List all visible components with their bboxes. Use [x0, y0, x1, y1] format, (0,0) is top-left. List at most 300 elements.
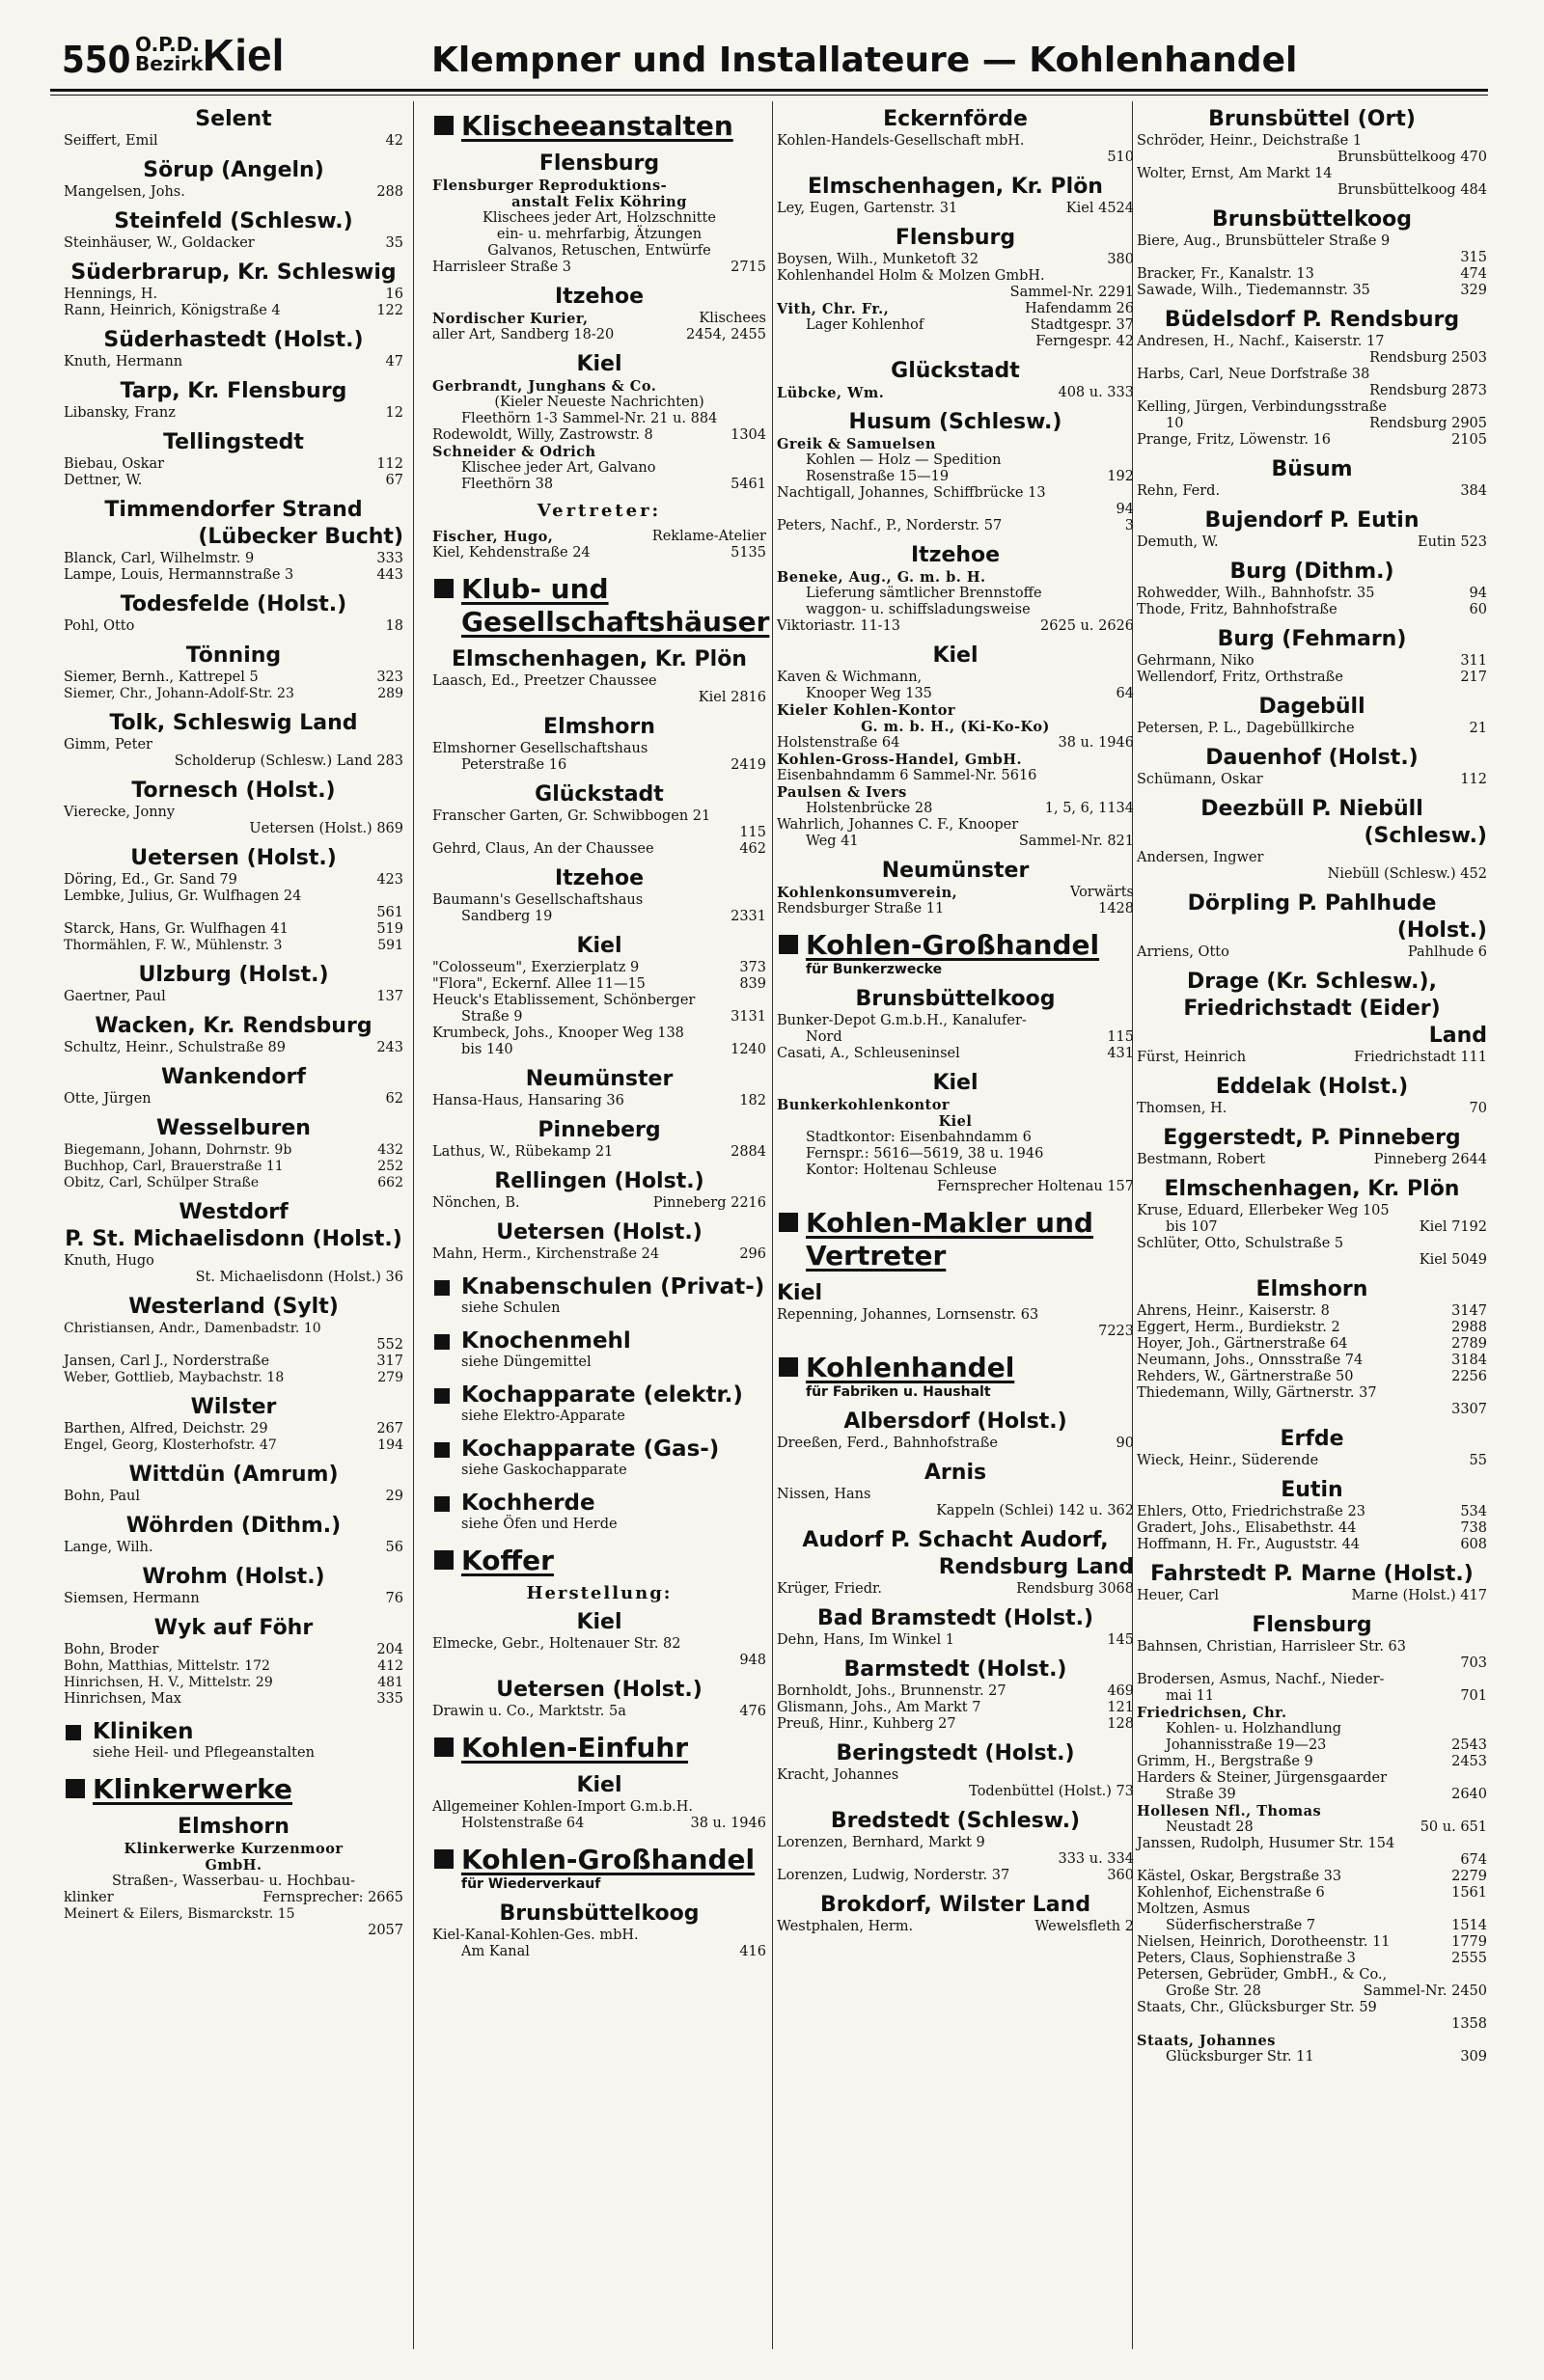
list-item-detail: (Kieler Neueste Nachrichten): [494, 395, 704, 410]
list-item: Kiel-Kanal-Kohlen-Ges. mbH.: [432, 1928, 639, 1943]
place-heading: Elmshorn: [543, 715, 655, 739]
firm-name: Friedrichsen, Chr.: [1137, 1705, 1287, 1721]
list-item: Thode, Fritz, Bahnhofstraße 60: [1137, 602, 1487, 617]
list-item: Lorenzen, Ludwig, Norderstr. 37 360: [777, 1868, 1134, 1883]
list-item: Andresen, H., Nachf., Kaiserstr. 17: [1137, 334, 1385, 349]
see-reference: siehe Düngemittel: [461, 1354, 592, 1370]
list-item-detail: Kohlen- u. Holzhandlung: [1166, 1721, 1341, 1737]
firm-name: Beneke, Aug., G. m. b. H.: [777, 569, 986, 586]
place-heading: Dauenhof (Holst.): [1205, 746, 1419, 770]
list-item: Kiel, Kehdenstraße 24 5135: [432, 545, 766, 561]
list-item-detail: Kontor: Holtenau Schleuse: [806, 1163, 997, 1178]
list-item: Lübcke, Wm. 408 u. 333: [777, 385, 1134, 401]
bullet-square-icon: [434, 1388, 450, 1404]
list-item: Fleethörn 38 5461: [461, 477, 766, 492]
place-heading: Kiel: [576, 1773, 622, 1797]
list-item: Nielsen, Heinrich, Dorotheenstr. 11 1779: [1137, 1934, 1487, 1950]
column-3: [777, 98, 1134, 1935]
place-heading: Dagebüll: [1258, 695, 1365, 719]
place-heading: Kiel: [932, 643, 979, 668]
list-item: Süderfischerstraße 7 1514: [1166, 1918, 1487, 1933]
list-item-detail: Rendsburg 2503: [1369, 350, 1487, 366]
firm-name: Kieler Kohlen-Kontor: [777, 702, 956, 719]
list-item: Heuck's Etablissement, Schönberger: [432, 993, 696, 1008]
list-item: Glücksburger Str. 11 309: [1166, 2049, 1487, 2065]
place-heading: Barmstedt (Holst.): [843, 1657, 1067, 1682]
list-item: Casati, A., Schleuseninsel 431: [777, 1046, 1134, 1061]
subheading: für Bunkerzwecke: [806, 962, 943, 977]
section-heading-klischee: Klischeeanstalten: [432, 110, 766, 143]
firm-name: anstalt Felix Köhring: [511, 194, 687, 210]
list-item: Steinhäuser, W., Goldacker 35: [64, 235, 403, 251]
list-item: Laasch, Ed., Preetzer Chaussee: [432, 673, 657, 689]
place-heading: Eckernförde: [883, 107, 1028, 131]
list-item: Gimm, Peter: [64, 737, 152, 752]
place-heading: Tolk, Schleswig Land: [109, 711, 358, 735]
place-heading: Kiel: [576, 1610, 622, 1634]
list-item-detail: 510: [1107, 150, 1134, 165]
list-item: Petersen, Gebrüder, GmbH., & Co.,: [1137, 1967, 1388, 1983]
list-item: Viktoriastr. 11-13 2625 u. 2626: [777, 618, 1134, 634]
list-item: Weg 41 Sammel-Nr. 821: [806, 834, 1134, 849]
list-item-detail: waggon- u. schiffsladungsweise: [806, 602, 1031, 617]
list-item: Fürst, Heinrich Friedrichstadt 111: [1137, 1050, 1487, 1065]
list-item: Moltzen, Asmus: [1137, 1901, 1251, 1917]
firm-name: Flensburger Reproduktions-: [432, 178, 668, 194]
place-heading: Kiel: [777, 1281, 823, 1305]
place-heading: Deezbüll P. Niebüll: [1200, 797, 1423, 821]
see-reference: siehe Schulen: [461, 1300, 561, 1316]
bullet-square-icon: [434, 1280, 450, 1296]
section-heading-kochherde: Kochherde: [432, 1491, 766, 1517]
list-item: Bornholdt, Johs., Brunnenstr. 27 469: [777, 1683, 1134, 1699]
list-item: Vith, Chr. Fr., Hafendamm 26: [777, 301, 1134, 317]
firm-name: G. m. b. H., (Ki-Ko-Ko): [861, 719, 1050, 735]
list-item-detail: 333 u. 334: [1058, 1851, 1134, 1867]
list-item: Nord 115: [806, 1029, 1134, 1045]
list-item: "Flora", Eckernf. Allee 11—15 839: [432, 976, 766, 992]
list-item: Engel, Georg, Klosterhofstr. 47 194: [64, 1437, 403, 1453]
list-item: Thiedemann, Willy, Gärtnerstr. 37: [1137, 1385, 1377, 1401]
list-item: Döring, Ed., Gr. Sand 79 423: [64, 872, 403, 888]
place-heading: Rellingen (Holst.): [494, 1169, 704, 1193]
list-item: Knuth, Hugo: [64, 1253, 154, 1269]
bullet-square-icon: [779, 1213, 798, 1232]
place-heading: Tönning: [185, 643, 282, 668]
list-item: Bahnsen, Christian, Harrisleer Str. 63: [1137, 1639, 1407, 1655]
list-item: mai 11 701: [1166, 1688, 1487, 1704]
list-item: Pohl, Otto 18: [64, 618, 403, 634]
place-heading: Glückstadt: [891, 359, 1020, 383]
list-item: Lampe, Louis, Hermannstraße 3 443: [64, 567, 403, 583]
subheading: Vertreter:: [537, 501, 662, 521]
list-item-detail: Uetersen (Holst.) 869: [249, 821, 403, 836]
list-item: Schultz, Heinr., Schulstraße 89 243: [64, 1040, 403, 1055]
list-item-detail: 674: [1460, 1852, 1487, 1868]
list-item-detail: Klischees jeder Art, Holzschnitte: [482, 210, 716, 226]
list-item-detail: 94: [1116, 502, 1134, 517]
list-item: Gehrmann, Niko 311: [1137, 653, 1487, 669]
list-item: Preuß, Hinr., Kuhberg 27 128: [777, 1716, 1134, 1732]
section-heading-koffer: Koffer: [432, 1545, 766, 1577]
list-item: Elmshorner Gesellschaftshaus: [432, 741, 648, 756]
list-item: Meinert & Eilers, Bismarckstr. 15: [64, 1906, 295, 1922]
place-heading: Burg (Dithm.): [1229, 560, 1394, 584]
list-item: Krüger, Friedr. Rendsburg 3068: [777, 1581, 1134, 1597]
list-item: Gradert, Johs., Elisabethstr. 44 738: [1137, 1520, 1487, 1536]
list-item: Barthen, Alfred, Deichstr. 29 267: [64, 1421, 403, 1436]
list-item-detail: Todenbüttel (Holst.) 73: [969, 1784, 1134, 1799]
place-heading: Wöhrden (Dithm.): [125, 1514, 342, 1538]
place-heading: Elmschenhagen, Kr. Plön: [452, 647, 747, 671]
place-heading: Brunsbüttelkoog: [499, 1901, 700, 1926]
list-item: Knuth, Hermann 47: [64, 354, 403, 369]
place-heading: Arnis: [924, 1461, 987, 1485]
section-heading-knaben: Knabenschulen (Privat-): [432, 1274, 766, 1300]
place-heading: Wrohm (Holst.): [142, 1565, 325, 1589]
firm-name: Greik & Samuelsen: [777, 436, 936, 452]
place-heading-cont: (Lübecker Bucht): [198, 525, 403, 549]
list-item: Hoyer, Joh., Gärtnerstraße 64 2789: [1137, 1336, 1487, 1352]
list-item: Neustadt 28 50 u. 651: [1166, 1819, 1487, 1835]
place-heading: Erfde: [1280, 1427, 1344, 1451]
list-item: Bracker, Fr., Kanalstr. 13 474: [1137, 266, 1487, 282]
list-item: Kästel, Oskar, Bergstraße 33 2279: [1137, 1869, 1487, 1884]
list-item: Andersen, Ingwer: [1137, 850, 1264, 865]
list-item: "Colosseum", Exerzierplatz 9 373: [432, 960, 766, 975]
place-heading-cont: Rendsburg Land: [938, 1555, 1134, 1579]
list-item: Bohn, Broder 204: [64, 1642, 403, 1657]
list-item-detail: St. Michaelisdonn (Holst.) 36: [195, 1270, 403, 1285]
place-heading: Selent: [195, 107, 272, 131]
list-item: Lorenzen, Bernhard, Markt 9: [777, 1835, 985, 1850]
place-heading: Brunsbüttelkoog: [1212, 207, 1412, 232]
place-heading-cont: Land: [1428, 1024, 1487, 1048]
list-item: Eggert, Herm., Burdiekstr. 2 2988: [1137, 1320, 1487, 1335]
list-item: Rosenstraße 15—19 192: [806, 469, 1134, 484]
list-item: Thomsen, H. 70: [1137, 1101, 1487, 1116]
list-item: aller Art, Sandberg 18-20 2454, 2455: [432, 327, 766, 342]
place-heading: Süderbrarup, Kr. Schleswig: [70, 260, 397, 285]
list-item-detail: 948: [739, 1653, 766, 1668]
place-heading-cont: Friedrichstadt (Eider): [1183, 997, 1441, 1021]
district-city: Kiel: [203, 30, 285, 80]
list-item-detail: 7223: [1098, 1324, 1134, 1339]
opd-label: O.P.D. Bezirk: [135, 33, 204, 75]
firm-name: Schneider & Odrich: [432, 444, 596, 460]
place-heading: Neumünster: [881, 859, 1030, 883]
list-item: Dehn, Hans, Im Winkel 1 145: [777, 1632, 1134, 1648]
list-item: Hansa-Haus, Hansaring 36 182: [432, 1093, 766, 1108]
list-item: Mangelsen, Johs. 288: [64, 184, 403, 200]
see-reference: siehe Elektro-Apparate: [461, 1409, 625, 1424]
place-heading: Itzehoe: [554, 285, 645, 309]
list-item: Siemer, Bernh., Kattrepel 5 323: [64, 670, 403, 685]
place-heading: Burg (Fehmarn): [1217, 627, 1407, 651]
place-heading: Bujendorf P. Eutin: [1204, 508, 1420, 533]
list-item: Kelling, Jürgen, Verbindungsstraße: [1137, 399, 1387, 415]
list-item: Nachtigall, Johannes, Schiffbrücke 13: [777, 485, 1046, 501]
place-heading: Westerland (Sylt): [128, 1295, 339, 1319]
list-item: Lange, Wilh. 56: [64, 1540, 403, 1555]
list-item-detail: 115: [739, 825, 766, 840]
list-item: Franscher Garten, Gr. Schwibbogen 21: [432, 808, 711, 824]
list-item: Seiffert, Emil 42: [64, 133, 403, 149]
list-item: Kohlenhandel Holm & Molzen GmbH.: [777, 268, 1045, 284]
place-heading: Steinfeld (Schlesw.): [114, 209, 353, 233]
list-item-detail: Fernspr.: 5616—5619, 38 u. 1946: [806, 1146, 1044, 1162]
place-heading: Kiel: [576, 352, 622, 376]
column-divider: [413, 101, 414, 2349]
place-heading: Ulzburg (Holst.): [138, 963, 329, 987]
place-heading: Süderhastedt (Holst.): [103, 328, 364, 352]
list-item: Lathus, W., Rübekamp 21 2884: [432, 1144, 766, 1160]
column-1: [64, 98, 403, 1939]
place-heading: Brunsbüttelkoog: [855, 987, 1056, 1011]
list-item: Blanck, Carl, Wilhelmstr. 9 333: [64, 551, 403, 566]
place-heading: Pinneberg: [538, 1118, 661, 1142]
list-item: Kaven & Wichmann,: [777, 670, 923, 685]
list-item: Johannisstraße 19—23 2543: [1166, 1737, 1487, 1753]
list-item-detail: Straßen-, Wasserbau- u. Hochbau-: [111, 1874, 356, 1889]
place-heading: Eggerstedt, P. Pinneberg: [1163, 1126, 1461, 1150]
place-heading: Wittdün (Amrum): [128, 1463, 339, 1487]
section-heading-kohlen-bunker: Kohlen-Großhandel: [777, 929, 1134, 962]
bullet-square-icon: [434, 1849, 454, 1869]
list-item: Petersen, P. L., Dagebüllkirche 21: [1137, 721, 1487, 736]
list-item: Gehrd, Claus, An der Chaussee 462: [432, 841, 766, 857]
list-item-detail: Eisenbahndamm 6 Sammel-Nr. 5616: [777, 768, 1037, 783]
list-item: Arriens, Otto Pahlhude 6: [1137, 944, 1487, 960]
place-heading: Wesselburen: [156, 1116, 311, 1140]
list-item: Harbs, Carl, Neue Dorfstraße 38: [1137, 367, 1370, 382]
list-item: Grimm, H., Bergstraße 9 2453: [1137, 1754, 1487, 1769]
list-item: Kruse, Eduard, Ellerbeker Weg 105: [1137, 1203, 1390, 1218]
place-heading: Uetersen (Holst.): [130, 846, 337, 870]
place-heading: Bad Bramstedt (Holst.): [816, 1606, 1093, 1630]
list-item: Elmecke, Gebr., Holtenauer Str. 82: [432, 1636, 681, 1652]
list-item: Holstenstraße 64 38 u. 1946: [461, 1816, 766, 1831]
list-item: Knooper Weg 135 64: [806, 686, 1134, 701]
place-heading: Sörup (Angeln): [143, 158, 324, 182]
list-item: Nissen, Hans: [777, 1487, 871, 1502]
list-item-detail: 1358: [1451, 2016, 1487, 2032]
place-heading: Beringstedt (Holst.): [836, 1741, 1075, 1765]
list-item: Neumann, Johs., Onnsstraße 74 3184: [1137, 1353, 1487, 1368]
list-item: Große Str. 28 Sammel-Nr. 2450: [1166, 1983, 1487, 1999]
list-item: Buchhop, Carl, Brauerstraße 11 252: [64, 1159, 403, 1174]
list-item: Holstenstraße 64 38 u. 1946: [777, 735, 1134, 751]
firm-name: Kiel: [938, 1113, 973, 1130]
list-item-detail: Sammel-Nr. 2291: [1009, 285, 1134, 300]
list-item: Staats, Chr., Glücksburger Str. 59: [1137, 2000, 1377, 2015]
list-item: Wieck, Heinr., Süderende 55: [1137, 1453, 1487, 1468]
place-heading: Uetersen (Holst.): [496, 1678, 703, 1702]
list-item: Repenning, Johannes, Lornsenstr. 63: [777, 1307, 1039, 1323]
list-item-detail: Galvanos, Retuschen, Entwürfe: [487, 243, 711, 259]
list-item-detail: ein- u. mehrfarbig, Ätzungen: [496, 227, 703, 242]
place-heading: Itzehoe: [554, 866, 645, 890]
place-heading: Elmschenhagen, Kr. Plön: [1164, 1177, 1460, 1201]
list-item: Bohn, Matthias, Mittelstr. 172 412: [64, 1658, 403, 1674]
list-item: Dettner, W. 67: [64, 473, 403, 488]
bullet-square-icon: [434, 1550, 454, 1570]
see-reference: siehe Öfen und Herde: [461, 1517, 618, 1532]
list-item: Demuth, W. Eutin 523: [1137, 534, 1487, 550]
firm-name: Bunkerkohlenkontor: [777, 1097, 951, 1113]
bullet-square-icon: [779, 1357, 798, 1377]
place-heading: Bredstedt (Schlesw.): [830, 1809, 1081, 1833]
list-item: Kohlen-Handels-Gesellschaft mbH.: [777, 133, 1025, 149]
column-divider: [772, 101, 773, 2349]
place-heading: Kiel: [576, 934, 622, 958]
list-item: bis 107 Kiel 7192: [1166, 1219, 1487, 1235]
page-title: Klempner und Installateure — Kohlenhandel: [431, 41, 1298, 80]
place-heading: Büsum: [1271, 457, 1353, 481]
list-item: Weber, Gottlieb, Maybachstr. 18 279: [64, 1370, 403, 1385]
place-heading: Flensburg: [895, 226, 1016, 250]
firm-name: Hollesen Nfl., Thomas: [1137, 1803, 1322, 1819]
list-item: Ehlers, Otto, Friedrichstraße 23 534: [1137, 1504, 1487, 1519]
place-heading-cont: P. St. Michaelisdonn (Holst.): [65, 1227, 402, 1251]
list-item-detail: Ferngespr. 42: [1035, 334, 1134, 349]
list-item: Rendsburger Straße 11 1428: [777, 901, 1134, 916]
list-item: Peters, Nachf., P., Norderstr. 57 3: [777, 518, 1134, 533]
list-item: Am Kanal 416: [461, 1944, 766, 1959]
list-item: Kohlenkonsumverein, Vorwärts: [777, 885, 1134, 901]
list-item: Fischer, Hugo, Reklame-Atelier: [432, 529, 766, 545]
list-item: Biebau, Oskar 112: [64, 456, 403, 472]
list-item: Allgemeiner Kohlen-Import G.m.b.H.: [432, 1799, 694, 1815]
list-item: Drawin u. Co., Marktstr. 5a 476: [432, 1704, 766, 1719]
page-number: 550: [62, 39, 131, 81]
list-item: Dreeßen, Ferd., Bahnhofstraße 90: [777, 1436, 1134, 1451]
list-item: Peterstraße 16 2419: [461, 757, 766, 773]
list-item: Biegemann, Johann, Dohrnstr. 9b 432: [64, 1142, 403, 1158]
list-item: Jansen, Carl J., Norderstraße 317: [64, 1354, 403, 1369]
list-item: Rohwedder, Wilh., Bahnhofstr. 35 94: [1137, 586, 1487, 601]
list-item: Otte, Jürgen 62: [64, 1091, 403, 1107]
place-heading: Neumünster: [525, 1067, 674, 1091]
list-item: Bohn, Paul 29: [64, 1489, 403, 1504]
place-heading-cont: (Holst.): [1396, 918, 1487, 943]
list-item: bis 140 1240: [461, 1042, 766, 1057]
place-heading: Drage (Kr. Schlesw.),: [1187, 970, 1437, 994]
firm-name: Kohlen-Gross-Handel, GmbH.: [777, 752, 1023, 768]
list-item-detail: Rendsburg 2873: [1369, 383, 1487, 398]
list-item: Nönchen, B. Pinneberg 2216: [432, 1195, 766, 1211]
list-item: Prange, Fritz, Löwenstr. 16 2105: [1137, 432, 1487, 448]
see-reference: siehe Gaskochapparate: [461, 1463, 627, 1478]
list-item-detail: 703: [1460, 1655, 1487, 1671]
firm-name: GmbH.: [205, 1857, 262, 1874]
list-item-detail: 2057: [368, 1923, 403, 1938]
list-item: Harrisleer Straße 3 2715: [432, 260, 766, 275]
list-item: Harders & Steiner, Jürgensgaarder: [1137, 1770, 1388, 1786]
header-rule-thin: [50, 95, 1488, 96]
firm-name: Gerbrandt, Junghans & Co.: [432, 378, 657, 395]
list-item-detail: Niebüll (Schlesw.) 452: [1327, 866, 1487, 882]
list-item: Siemer, Chr., Johann-Adolf-Str. 23 289: [64, 686, 403, 701]
place-heading: Kiel: [932, 1071, 979, 1095]
place-heading: Audorf P. Schacht Audorf,: [802, 1528, 1109, 1552]
place-heading: Flensburg: [1252, 1613, 1372, 1637]
list-item: Boysen, Wilh., Munketoft 32 380: [777, 252, 1134, 267]
section-heading-makler-cont: Vertreter: [806, 1240, 947, 1272]
header-rule: [50, 89, 1488, 92]
place-heading: Uetersen (Holst.): [496, 1220, 703, 1245]
subheading: für Fabriken u. Haushalt: [806, 1384, 991, 1400]
list-item: Biere, Aug., Brunsbütteler Straße 9: [1137, 233, 1391, 249]
place-heading: Elmshorn: [1255, 1277, 1368, 1301]
list-item: Obitz, Carl, Schülper Straße 662: [64, 1175, 403, 1190]
bullet-square-icon: [434, 1737, 454, 1757]
list-item: Christiansen, Andr., Damenbadstr. 10: [64, 1321, 321, 1336]
place-heading-cont: (Schlesw.): [1364, 824, 1487, 848]
list-item: Vierecke, Jonny: [64, 805, 176, 820]
place-heading: Albersdorf (Holst.): [843, 1409, 1067, 1434]
list-item-detail: Kappeln (Schlei) 142 u. 362: [936, 1503, 1134, 1518]
place-heading: Wankendorf: [161, 1065, 306, 1089]
section-heading-klub: Klub- und: [432, 573, 766, 606]
list-item-detail: Kiel 2816: [698, 690, 766, 705]
section-heading-kocha-gas: Kochapparate (Gas-): [432, 1436, 766, 1463]
bullet-square-icon: [66, 1779, 85, 1798]
list-item: Ley, Eugen, Gartenstr. 31 Kiel 4524: [777, 201, 1134, 216]
list-item: Peters, Claus, Sophienstraße 3 2555: [1137, 1951, 1487, 1966]
list-item-detail: 552: [376, 1337, 403, 1353]
column-4: [1137, 98, 1487, 2065]
bullet-square-icon: [434, 1496, 450, 1512]
column-2: [432, 98, 770, 1960]
bullet-square-icon: [434, 1334, 450, 1350]
list-item: Lager Kohlenhof Stadtgespr. 37: [806, 317, 1134, 333]
list-item: Gaertner, Paul 137: [64, 989, 403, 1004]
section-heading-knochen: Knochenmehl: [432, 1328, 766, 1354]
list-item: Hennings, H. 16: [64, 287, 403, 302]
place-heading: Elmschenhagen, Kr. Plön: [808, 175, 1103, 199]
place-heading: Büdelsdorf P. Rendsburg: [1164, 308, 1460, 332]
bullet-square-icon: [779, 935, 798, 954]
list-item: klinker Fernsprecher: 2665: [64, 1890, 403, 1905]
place-heading: Tellingstedt: [163, 430, 304, 454]
list-item-detail: 315: [1460, 250, 1487, 265]
list-item: Rehn, Ferd. 384: [1137, 483, 1487, 499]
list-item-detail: Fleethörn 1-3 Sammel-Nr. 21 u. 884: [461, 411, 718, 426]
list-item: Mahn, Herm., Kirchenstraße 24 296: [432, 1246, 766, 1262]
list-item: Starck, Hans, Gr. Wulfhagen 41 519: [64, 921, 403, 937]
list-item: Heuer, Carl Marne (Holst.) 417: [1137, 1588, 1487, 1603]
list-item: Straße 39 2640: [1166, 1787, 1487, 1802]
place-heading: Wyk auf Föhr: [153, 1616, 314, 1640]
list-item-detail: Scholderup (Schlesw.) Land 283: [174, 753, 403, 769]
place-heading: Eutin: [1281, 1478, 1343, 1502]
list-item: Holstenbrücke 28 1, 5, 6, 1134: [806, 801, 1134, 816]
bullet-square-icon: [434, 116, 454, 135]
list-item: Schröder, Heinr., Deichstraße 1: [1137, 133, 1363, 149]
place-heading: Tarp, Kr. Flensburg: [120, 379, 347, 403]
firm-name: Klinkerwerke Kurzenmoor: [124, 1841, 344, 1857]
list-item-detail: Stadtkontor: Eisenbahndamm 6: [806, 1130, 1032, 1145]
list-item: Thormählen, F. W., Mühlenstr. 3 591: [64, 938, 403, 953]
list-item-detail: Brunsbüttelkoog 484: [1337, 182, 1487, 198]
list-item-detail: 3307: [1451, 1402, 1487, 1417]
list-item: Kracht, Johannes: [777, 1767, 899, 1783]
see-reference: siehe Heil- und Pflegeanstalten: [93, 1745, 315, 1761]
section-heading-kohlengross: Kohlen-Großhandel: [432, 1844, 766, 1876]
bullet-square-icon: [434, 579, 454, 598]
place-heading: Wilster: [190, 1395, 277, 1419]
